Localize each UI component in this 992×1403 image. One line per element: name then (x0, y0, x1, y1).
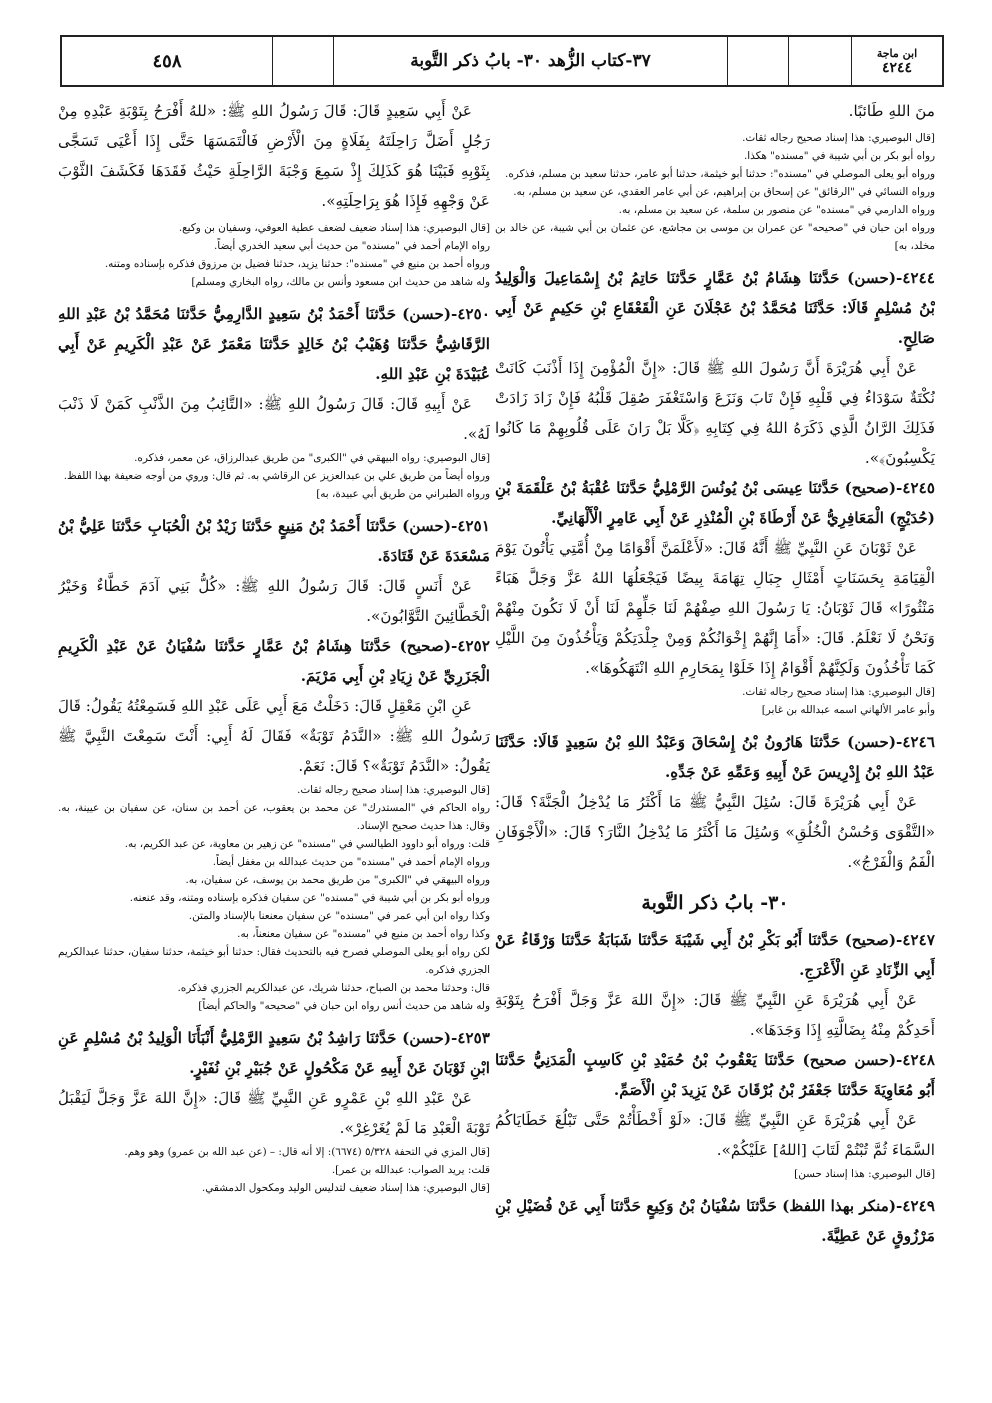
hadith-4251-chain: ٤٢٥١-(حسن) حَدَّثنَا أَحْمَدُ بْنُ مَنِيعٍ حَدَّثنَا زَيْدُ بْنُ الْحُبَابِ حَدَّثنَا عَلِيُّ بْنُ مَسْعَدَةَ عَنْ قَتَادَةَ. (58, 517, 490, 565)
footnote-block (58, 781, 490, 1015)
footnote-line: ورواه أيضاً من طريق علي بن عبدالعزيز عن الرقاشي به. ثم قال: وروي من أوجه ضعيفة بهذا اللفظ. (63, 470, 490, 482)
hadith-4249-text: عَنْ أَبِي سَعِيدٍ قَالَ: قَالَ رَسُولُ اللهِ ﷺ: «للهُ أَفْرَحُ بِتَوْبَةِ عَبْدِهِ مِنْ رَجُلٍ أَضَلَّ رَاحِلَتَهُ بِفَلَاةٍ مِنَ الْأَرْضِ فَالْتَمَسَهَا حَتَّى إِذَا أَعْيَى تَسَجَّى بِثَوْبِهِ فَبَيْنَا هُوَ كَذَلِكَ إِذْ سَمِعَ وَجْبَةَ الرَّاحِلَةِ حَيْثُ فَقَدَهَا فَكَشَفَ الثَّوْبَ عَنْ وَجْهِهِ فَإِذَا هُوَ بِرَاحِلَتِهِ». (58, 102, 490, 210)
hadith-reference (852, 37, 942, 85)
ref-number: ٤٢٤٤ (881, 60, 913, 76)
footnote-line: ورواه ابن حبان في "صحيحه" عن عمران بن موسى بن مجاشع، عن عثمان بن أبي شيبة، عن خالد بن مخلد، به] (495, 222, 935, 252)
footnote-line: [قال البوصيري: هذا إسناد صحيح رجاله ثقات. (742, 132, 935, 144)
footnote-block (495, 683, 935, 719)
hadith-4253-chain: ٤٢٥٣-(حسن) حَدَّثنَا رَاشِدُ بْنُ سَعِيدٍ الرَّمْلِيُّ أَنْبَأَنَا الْوَلِيدُ بْنُ مُسْلِمٍ عَنِ ابْنِ ثَوْبَانَ عَنْ أَبِيهِ عَنْ مَكْحُولٍ عَنْ جُبَيْرِ بْنِ نُفَيْرٍ. (58, 1029, 490, 1077)
footnote-line: ورواه البيهقي في "الكبرى" من طريق محمد بن يوسف، عن سفيان، به. (185, 874, 490, 886)
header-spacer (273, 37, 334, 85)
footnote-line: [قال البوصيري: هذا إسناد ضعيف لتدليس الوليد ومكحول الدمشقي. (201, 1182, 490, 1194)
hadith-4248-chain: ٤٢٤٨-(حسن صحيح) حَدَّثنَا يَعْقُوبُ بْنُ حُمَيْدِ بْنِ كَاسِبٍ الْمَدَنِيُّ حَدَّثنَا أَبُو مُعَاوِيَةَ حَدَّثنَا جَعْفَرُ بْنُ بُرْقَانَ عَنْ يَزِيدَ بْنِ الْأَصَمِّ. (495, 1051, 935, 1099)
footnote-line: [قال البوصيري: هذا إسناد صحيح رجاله ثقات. (297, 784, 490, 796)
footnote-line: [قال البوصيري: هذا إسناد صحيح رجاله ثقات. (742, 686, 935, 698)
hadith-4250-text: عَنْ أَبِيهِ قَالَ: قَالَ رَسُولُ اللهِ ﷺ: «التَّائِبُ مِنَ الذَّنْبِ كَمَنْ لَا ذَنْبَ لَهُ». (58, 395, 490, 443)
footnote-line: قلت: ورواه أبو داوود الطيالسي في "مسنده" عن زهير بن معاوية، عن عبد الكريم، به. (124, 838, 490, 850)
footnote-line: وكذا رواه ابن أبي عمر في "مسنده" عن سفيان معنعنا بالإسناد والمتن. (188, 910, 490, 922)
hadith-4245-text: عَنْ ثَوْبَانَ عَنِ النَّبِيِّ ﷺ أَنَّهُ قَالَ: «لَأَعْلَمَنَّ أَقْوَامًا مِنْ أُمَّتِي يَأْتُونَ يَوْمَ الْقِيَامَةِ بِحَسَنَاتٍ أَمْثَالِ جِبَالِ تِهَامَةَ بِيضًا فَيَجْعَلُهَا اللهُ عَزَّ وَجَلَّ هَبَاءً مَنْثُورًا» قَالَ ثَوْبَانُ: يَا رَسُولَ اللهِ صِفْهُمْ لَنَا جَلِّهِمْ لَنَا أَنْ لَا نَكُونَ مِنْهُمْ وَنَحْنُ لَا نَعْلَمُ. قَالَ: «أَمَا إِنَّهُمْ إِخْوَانُكُمْ وَمِنْ جِلْدَتِكُمْ وَيَأْخُذُونَ مِنَ اللَّيْلِ كَمَا تَأْخُذُونَ وَلَكِنَّهُمْ أَقْوَامٌ إِذَا خَلَوْا بِمَحَارِمِ اللهِ انْتَهَكُوهَا». (495, 539, 935, 677)
hadith-4246-text: عَنْ أَبِي هُرَيْرَةَ قَالَ: سُئِلَ النَّبِيُّ ﷺ مَا أَكْثَرُ مَا يُدْخِلُ الْجَنَّةَ؟ قَالَ: «التَّقْوَى وَحُسْنُ الْخُلُقِ» وَسُئِلَ مَا أَكْثَرُ مَا يُدْخِلُ النَّارَ؟ قَالَ: «الْأَجْوَفَانِ الْفَمُ وَالْفَرْجُ». (495, 793, 935, 871)
footnote-line: ورواه النسائي في "الرقائق" عن إسحاق بن إبراهيم، عن أبي عامر العقدي، عن سعيد بن مسلم، به. (513, 186, 935, 198)
footnote-line: ورواه الطبراني من طريق أبي عبيدة، به] (316, 488, 490, 500)
hadith-4247-chain: ٤٢٤٧-(صحيح) حَدَّثنَا أَبُو بَكْرِ بْنُ أَبِي شَيْبَةَ حَدَّثنَا شَبَابَةُ حَدَّثنَا وَرْقَاءُ عَنْ أَبِي الزِّنَادِ عَنِ الْأَعْرَجِ. (495, 931, 935, 979)
hadith-4244-chain: ٤٢٤٤-(حسن) حَدَّثنَا هِشَامُ بْنُ عَمَّارٍ حَدَّثنَا حَاتِمُ بْنُ إِسْمَاعِيلَ وَالْوَلِيدُ بْنُ مُسْلِمٍ قَالَا: حَدَّثَنَا مُحَمَّدُ بْنُ عَجْلَانَ عَنِ الْقَعْقَاعِ بْنِ حَكِيمٍ عَنْ أَبِي صَالِحٍ. (495, 269, 935, 347)
hadith-4245-chain: ٤٢٤٥-(صحيح) حَدَّثنَا عِيسَى بْنُ يُونُسَ الرَّمْلِيُّ حَدَّثنَا عُقْبَةُ بْنُ عَلْقَمَةَ بْنِ (حُدَيْجٍ) الْمَعَافِرِيُّ عَنْ أَرْطَاةَ بْنِ الْمُنْذِرِ عَنْ أَبِي عَامِرٍ الْأَلْهَانِيِّ. (495, 479, 935, 527)
section-heading: ٣٠- بابُ ذكر التَّوبة (641, 892, 789, 914)
hadith-text: منَ اللهِ طَائبًا. (848, 102, 935, 120)
footnote-line: ورواه أحمد بن منيع في "مسنده": حدثنا يزيد، حدثنا فضيل بن مرزوق فذكره بإسناده ومتنه. (104, 258, 490, 270)
hadith-4252-text: عَنِ ابْنِ مَعْقِلٍ قَالَ: دَخَلْتُ مَعَ أَبِي عَلَى عَبْدِ اللهِ فَسَمِعْتُهُ يَقُولُ: قَالَ رَسُولُ اللهِ ﷺ: «النَّدَمُ تَوْبَةٌ» فَقَالَ لَهُ أَبِي: أَنْتَ سَمِعْتَ النَّبِيَّ ﷺ يَقُولُ: «النَّدَمُ تَوْبَةٌ»؟ قَالَ: نَعَمْ. (58, 697, 490, 775)
header-spacer (789, 37, 852, 85)
ref-label: ابن ماجة (876, 47, 918, 60)
right-column (495, 96, 935, 1386)
footnote-block (58, 449, 490, 503)
page-header (60, 35, 944, 87)
hadith-4251-text: عَنْ أَنَسٍ قَالَ: قَالَ رَسُولُ اللهِ ﷺ: «كُلُّ بَنِي آدَمَ خَطَّاءٌ وَخَيْرُ الْخَطَّائِينَ التَّوَّابُونَ». (58, 577, 490, 625)
footnote-line: رواه الحاكم في "المستدرك" عن محمد بن يعقوب، عن أحمد بن سنان، عن سفيان بن عيينة، به. وقال: هذا حديث صحيح الإسناد. (58, 802, 490, 832)
footnote-line: وكذا رواه أحمد بن منيع في "مسنده" عن سفيان معنعناً، به. (237, 928, 490, 940)
footnote-line: [قال البوصيري: هذا إسناد ضعيف لضعف عطية العوفي، وسفيان بن وكيع. (178, 222, 490, 234)
left-column (58, 96, 490, 1386)
footnote-line: قلت: يريد الصواب: عبدالله بن عمر]. (331, 1164, 490, 1176)
book-chapter-title: ٣٧-كتاب الزُّهد ٣٠- بابُ ذكر التَّوبة (334, 37, 728, 85)
hadith-4253-text: عَنْ عَبْدِ اللهِ بْنِ عَمْرٍو عَنِ النَّبِيِّ ﷺ قَالَ: «إِنَّ اللهَ عَزَّ وَجَلَّ لَيَقْبَلُ تَوْبَةَ الْعَبْدِ مَا لَمْ يُغَرْغِرْ». (58, 1089, 490, 1137)
footnote-line: ورواه أبو بكر بن أبي شيبة في "مسنده" عن سفيان فذكره بإسناده ومتنه، وقد عنعنه. (129, 892, 490, 904)
footnote-block (495, 129, 935, 255)
header-spacer (728, 37, 789, 85)
footnote-line: [قال البوصيري: رواه البيهقي في "الكبرى" من طريق عبدالرزاق، عن معمر، فذكره. (134, 452, 490, 464)
footnote-line: رواه الإمام أحمد في "مسنده" من حديث أبي سعيد الخدري أيضاً. (213, 240, 490, 252)
footnote-block (58, 219, 490, 291)
footnote-line: وأبو عامر الألهاني اسمه عبدالله بن غابر] (761, 704, 935, 716)
footnote-line: وله شاهد من حديث ابن مسعود وأنس بن مالك، رواه البخاري ومسلم] (191, 276, 490, 288)
footnote-line: ورواه الإمام أحمد في "مسنده" من حديث عبدالله بن مغفل أيضاً. (212, 856, 490, 868)
hadith-4244-text: عَنْ أَبِي هُرَيْرَةَ أَنَّ رَسُولَ اللهِ ﷺ قَالَ: «إِنَّ الْمُؤْمِنَ إِذَا أَذْنَبَ كَانَتْ نُكْتَةٌ سَوْدَاءُ فِي قَلْبِهِ فَإِنْ تَابَ وَنَزَعَ وَاسْتَغْفَرَ صُقِلَ قَلْبُهُ فَإِنْ زَادَ زَادَتْ فَذَلِكَ الرَّانُ الَّذِي ذَكَرَهُ اللهُ فِي كِتَابِهِ ﴿كَلَّا بَلْ رَانَ عَلَى قُلُوبِهِمْ مَا كَانُوا يَكْسِبُونَ﴾». (495, 359, 935, 467)
hadith-4248-text: عَنْ أَبِي هُرَيْرَةَ عَنِ النَّبِيِّ ﷺ قَالَ: «لَوْ أَخْطَأْتُمْ حَتَّى تَبْلُغَ خَطَايَاكُمُ السَّمَاءَ ثُمَّ تُبْتُمْ لَتَابَ [اللهُ] عَلَيْكُمْ». (495, 1111, 935, 1159)
hadith-4247-text: عَنْ أَبِي هُرَيْرَةَ عَنِ النَّبِيِّ ﷺ قَالَ: «إِنَّ اللهَ عَزَّ وَجَلَّ أَفْرَحُ بِتَوْبَةِ أَحَدِكُمْ مِنْهُ بِضَالَّتِهِ إِذَا وَجَدَهَا». (495, 991, 935, 1039)
footnote-line: ورواه أبو يعلى الموصلي في "مسنده": حدثنا أبو خيثمة، حدثنا أبو عامر، حدثنا سعيد بن مسلم، فذكره. (505, 168, 935, 180)
footnote-line: [قال المزي في التحفة ٥/٣٢٨ (٦٦٧٤): إلا أنه قال: – (عن عبد الله بن عمرو) وهو وهم. (124, 1146, 490, 1158)
page-number: ٤٥٨ (62, 37, 273, 85)
footnote-line: رواه أبو بكر بن أبي شيبة في "مسنده" هكذا. (743, 150, 935, 162)
footnote-line: ورواه الدارمي في "مسنده" عن منصور بن سلمة، عن سعيد بن مسلم، به. (618, 204, 935, 216)
footnote-block (495, 1165, 935, 1183)
footnote-line: قال: وحدثنا محمد بن الصباح، حدثنا شريك، عن عبدالكريم الجزري فذكره. (177, 982, 490, 994)
hadith-4249-chain: ٤٢٤٩-(منكر بهذا اللفظ) حَدَّثنَا سُفْيَانُ بْنُ وَكِيعٍ حَدَّثنَا أَبِي عَنْ فُضَيْلِ بْنِ مَرْزُوقٍ عَنْ عَطِيَّةَ. (495, 1197, 935, 1245)
hadith-4246-chain: ٤٢٤٦-(حسن) حَدَّثنَا هَارُونُ بْنُ إِسْحَاقَ وَعَبْدُ اللهِ بْنُ سَعِيدٍ قَالَا: حَدَّثَنَا عَبْدُ اللهِ بْنُ إِدْرِيسَ عَنْ أَبِيهِ وَعَمِّهِ عَنْ جَدِّهِ. (495, 733, 935, 781)
footnote-line: لكن رواه أبو يعلى الموصلي فصرح فيه بالتحديث فقال: حدثنا أبو خيثمة، حدثنا سفيان، حدثنا عبدالكريم الجزري فذكره. (58, 946, 490, 976)
footnote-line: وله شاهد من حديث أنس رواه ابن حبان في "صحيحه" والحاكم أيضاً] (198, 1000, 490, 1012)
hadith-4250-chain: ٤٢٥٠-(حسن) حَدَّثنَا أَحْمَدُ بْنُ سَعِيدٍ الدَّارِمِيُّ حَدَّثنَا مُحَمَّدُ بْنُ عَبْدِ اللهِ الرَّقَاشِيُّ حَدَّثنَا وُهَيْبُ بْنُ خَالِدٍ حَدَّثنَا مَعْمَرٌ عَنْ عَبْدِ الْكَرِيمِ عَنْ أَبِي عُبَيْدَةَ بْنِ عَبْدِ اللهِ. (58, 305, 490, 383)
footnote-block (58, 1143, 490, 1197)
footnote-line: [قال البوصيري: هذا إسناد حسن] (794, 1168, 935, 1180)
hadith-4252-chain: ٤٢٥٢-(صحيح) حَدَّثنَا هِشَامُ بْنُ عَمَّارٍ حَدَّثنَا سُفْيَانُ عَنْ عَبْدِ الْكَرِيمِ الْجَزَرِيِّ عَنْ زِيَادِ بْنِ أَبِي مَرْيَمَ. (58, 637, 490, 685)
